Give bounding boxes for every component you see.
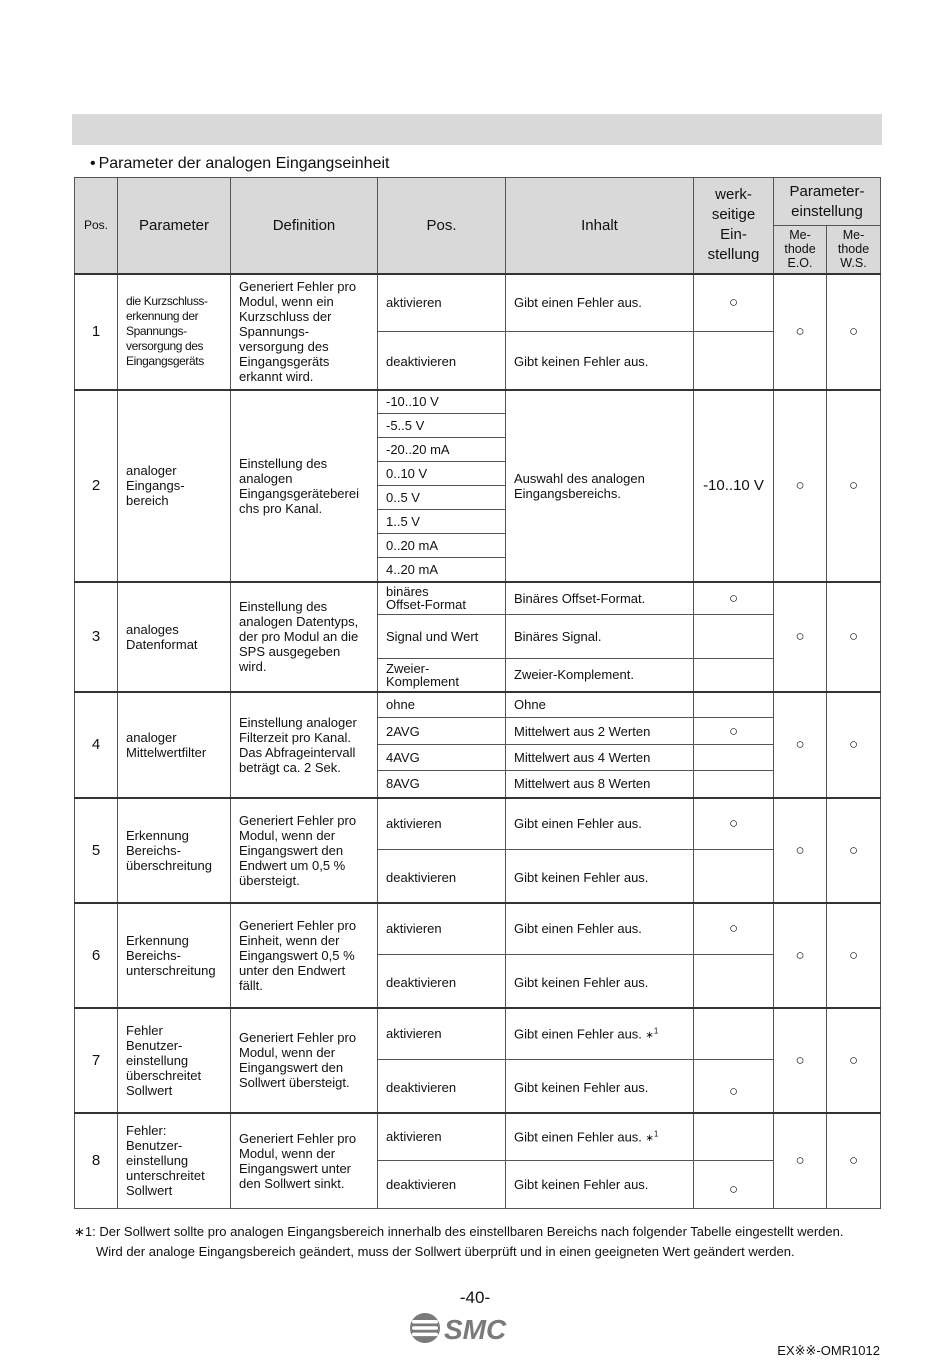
footnote-line-1: ∗1: Der Sollwert sollte pro analogen Eingangsbereich innerhalb des einstellbaren Bereichs nach folgender Tabelle eingestellt werden. [74, 1224, 844, 1239]
option-inhalt: Gibt keinen Fehler aus. [506, 850, 694, 903]
default-mark [694, 771, 774, 798]
header-pos: Pos. [75, 178, 118, 274]
option-inhalt: Gibt einen Fehler aus. [506, 274, 694, 332]
option-inhalt: Binäres Signal. [506, 615, 694, 659]
option-pos: deaktivieren [378, 955, 506, 1008]
option-pos: -10..10 V [378, 390, 506, 414]
default-mark [694, 850, 774, 903]
default-mark [694, 745, 774, 771]
default-mark [694, 1008, 774, 1060]
option-pos: Zweier- Komplement [378, 659, 506, 692]
option-inhalt: Mittelwert aus 8 Werten [506, 771, 694, 798]
option-pos: 4..20 mA [378, 558, 506, 582]
option-inhalt: Gibt keinen Fehler aus. [506, 955, 694, 1008]
section-title: • Parameter der analogen Eingangseinheit [90, 155, 390, 172]
option-pos: aktivieren [378, 798, 506, 850]
default-value: -10..10 V [694, 390, 774, 582]
option-inhalt: Gibt einen Fehler aus. ∗$^1$ [506, 1008, 694, 1060]
method-ws-mark: ○ [827, 692, 881, 798]
row-number: 6 [75, 903, 118, 1008]
header-methode-ws: Me- thode W.S. [827, 226, 881, 274]
page-number: -40- [459, 1288, 491, 1307]
header-methode-eo: Me- thode E.O. [774, 226, 827, 274]
row-number: 4 [75, 692, 118, 798]
table-row [75, 903, 881, 955]
parameter-name: Erkennung Bereichs- unterschreitung [118, 903, 231, 1008]
option-pos: aktivieren [378, 1113, 506, 1161]
parameter-definition: Einstellung analoger Filterzeit pro Kanal. Das Abfrageintervall beträgt ca. 2 Sek. [231, 692, 378, 798]
option-inhalt: Gibt keinen Fehler aus. [506, 1060, 694, 1113]
parameter-name: analoger Eingangs- bereich [118, 390, 231, 582]
option-pos: deaktivieren [378, 850, 506, 903]
option-inhalt: Mittelwert aus 2 Werten [506, 718, 694, 745]
method-eo-mark: ○ [774, 798, 827, 903]
table-row [75, 390, 881, 414]
option-pos: -5..5 V [378, 414, 506, 438]
default-mark [694, 955, 774, 1008]
option-pos: 0..5 V [378, 486, 506, 510]
option-pos: ohne [378, 692, 506, 718]
option-inhalt: Ohne [506, 692, 694, 718]
footnote-reference: ∗$^1$ [645, 1027, 659, 1042]
footnote [74, 1222, 843, 1262]
method-eo-mark: ○ [774, 274, 827, 390]
option-pos: 1..5 V [378, 510, 506, 534]
default-mark: ○ [694, 798, 774, 850]
parameter-name: Fehler Benutzer- einstellung überschreitet Sollwert [118, 1008, 231, 1113]
method-eo-mark: ○ [774, 390, 827, 582]
default-mark: ○ [694, 274, 774, 332]
row-number: 8 [75, 1113, 118, 1209]
header-band [72, 114, 882, 145]
option-inhalt: Mittelwert aus 4 Werten [506, 745, 694, 771]
header-parametereinstellung: Parameter- einstellung [774, 178, 881, 226]
parameter-definition: Generiert Fehler pro Modul, wenn der Eingangswert den Endwert um 0,5 % übersteigt. [231, 798, 378, 903]
footnote-reference: ∗$^1$ [645, 1130, 659, 1145]
option-pos: 8AVG [378, 771, 506, 798]
method-eo-mark: ○ [774, 692, 827, 798]
footnote-line-2: Wird der analoge Eingangsbereich geändert, muss der Sollwert überprüft und in einen geeigneten Wert geändert werden. [96, 1244, 795, 1259]
option-inhalt: Gibt keinen Fehler aus. [506, 1161, 694, 1209]
parameter-definition: Generiert Fehler pro Einheit, wenn der Eingangswert 0,5 % unter den Endwert fällt. [231, 903, 378, 1008]
row-number: 5 [75, 798, 118, 903]
parameter-name: die Kurzschluss- erkennung der Spannungs- versorgung des Eingangsgeräts [118, 274, 231, 390]
option-inhalt: Gibt einen Fehler aus. [506, 903, 694, 955]
row-number: 3 [75, 582, 118, 692]
option-inhalt: Gibt einen Fehler aus. ∗$^1$ [506, 1113, 694, 1161]
method-ws-mark: ○ [827, 798, 881, 903]
header-definition: Definition [231, 178, 378, 274]
method-ws-mark: ○ [827, 390, 881, 582]
header-werkseitig: werk- seitige Ein- stellung [694, 178, 774, 274]
table-row [75, 274, 881, 332]
parameter-definition: Generiert Fehler pro Modul, wenn der Eingangswert unter den Sollwert sinkt. [231, 1113, 378, 1209]
smc-logo [409, 1311, 517, 1350]
option-inhalt: Binäres Offset-Format. [506, 582, 694, 615]
method-ws-mark: ○ [827, 274, 881, 390]
table-row [75, 692, 881, 718]
method-ws-mark: ○ [827, 582, 881, 692]
default-mark: ○ [694, 1060, 774, 1113]
parameter-definition: Einstellung des analogen Datentyps, der pro Modul an die SPS ausgegeben wird. [231, 582, 378, 692]
parameter-definition: Generiert Fehler pro Modul, wenn ein Kurzschluss der Spannungs- versorgung des Eingangsgeräts erkannt wird. [231, 274, 378, 390]
row-number: 2 [75, 390, 118, 582]
parameter-name: Fehler: Benutzer- einstellung unterschreitet Sollwert [118, 1113, 231, 1209]
option-pos: -20..20 mA [378, 438, 506, 462]
option-inhalt: Gibt keinen Fehler aus. [506, 332, 694, 390]
parameter-definition: Generiert Fehler pro Modul, wenn der Eingangswert den Sollwert übersteigt. [231, 1008, 378, 1113]
option-pos: 4AVG [378, 745, 506, 771]
option-pos: aktivieren [378, 1008, 506, 1060]
table-row [75, 1113, 881, 1161]
option-pos: Signal und Wert [378, 615, 506, 659]
option-pos: binäres Offset-Format [378, 582, 506, 615]
header-parameter: Parameter [118, 178, 231, 274]
method-ws-mark: ○ [827, 1008, 881, 1113]
method-eo-mark: ○ [774, 903, 827, 1008]
default-mark: ○ [694, 582, 774, 615]
parameter-definition: Einstellung des analogen Eingangsgeräteberei chs pro Kanal. [231, 390, 378, 582]
option-pos: deaktivieren [378, 1060, 506, 1113]
default-mark [694, 659, 774, 692]
option-pos: deaktivieren [378, 1161, 506, 1209]
option-pos: aktivieren [378, 274, 506, 332]
method-ws-mark: ○ [827, 903, 881, 1008]
header-inhalt: Inhalt [506, 178, 694, 274]
method-ws-mark: ○ [827, 1113, 881, 1209]
table-row [75, 798, 881, 850]
parameter-name: Erkennung Bereichs- überschreitung [118, 798, 231, 903]
document-code: EX※※-OMR1012 [777, 1343, 880, 1358]
row-number: 7 [75, 1008, 118, 1113]
method-eo-mark: ○ [774, 1008, 827, 1113]
header-pos-option: Pos. [378, 178, 506, 274]
method-eo-mark: ○ [774, 582, 827, 692]
default-mark [694, 692, 774, 718]
logo-text: SMC [444, 1314, 507, 1345]
table-row [75, 1008, 881, 1060]
method-eo-mark: ○ [774, 1113, 827, 1209]
option-inhalt: Gibt einen Fehler aus. [506, 798, 694, 850]
option-pos: 0..10 V [378, 462, 506, 486]
option-pos: aktivieren [378, 903, 506, 955]
default-mark [694, 615, 774, 659]
parameter-name: analoges Datenformat [118, 582, 231, 692]
option-pos: deaktivieren [378, 332, 506, 390]
option-inhalt: Auswahl des analogen Eingangsbereichs. [506, 390, 694, 582]
option-pos: 2AVG [378, 718, 506, 745]
default-mark [694, 1113, 774, 1161]
default-mark: ○ [694, 718, 774, 745]
table-row [75, 582, 881, 615]
option-inhalt: Zweier-Komplement. [506, 659, 694, 692]
parameter-table [74, 177, 881, 1209]
parameter-name: analoger Mittelwertfilter [118, 692, 231, 798]
default-mark: ○ [694, 1161, 774, 1209]
row-number: 1 [75, 274, 118, 390]
default-mark [694, 332, 774, 390]
default-mark: ○ [694, 903, 774, 955]
option-pos: 0..20 mA [378, 534, 506, 558]
